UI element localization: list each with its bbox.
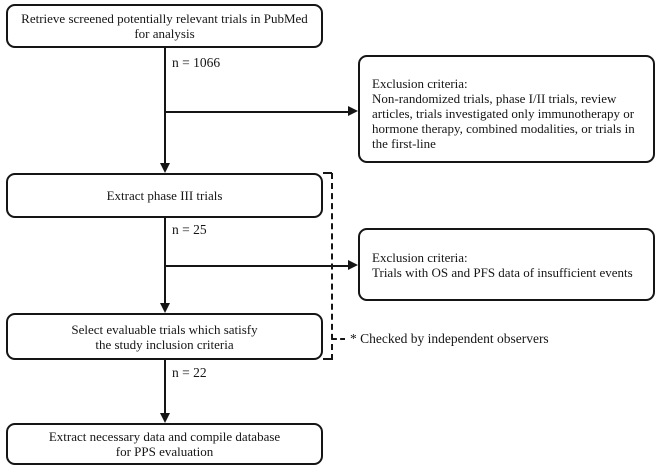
- box-exclusion-criteria-1: [358, 55, 655, 163]
- box-select-evaluable-trials-line1: Select evaluable trials which satisfy: [71, 321, 258, 337]
- dashed-bracket-top: [323, 172, 332, 174]
- box-retrieve-trials-line2: for analysis: [134, 26, 195, 41]
- dashed-bracket-vertical: [331, 173, 333, 360]
- branch-line-to-exclusion-2: [164, 265, 348, 267]
- count-label-n22: n = 22: [172, 365, 207, 380]
- arrowhead-down-icon: [160, 413, 170, 423]
- exclusion-1-line5: the first-line: [372, 136, 436, 151]
- box-retrieve-trials: [6, 4, 323, 48]
- flow-line-retrieve-to-phase3: [164, 48, 166, 163]
- exclusion-1-line3: articles, trials investigated only immunotherapy or: [372, 106, 635, 121]
- note-tick-dash: [332, 338, 345, 340]
- box-extract-data-compile: [6, 423, 323, 465]
- flow-line-select-to-extract-data: [164, 360, 166, 413]
- count-label-n1066: n = 1066: [172, 55, 221, 70]
- arrowhead-down-icon: [160, 163, 170, 173]
- box-extract-data-compile-line2: for PPS evaluation: [115, 444, 214, 459]
- exclusion-1-line4: hormone therapy, combined modalities, or trials in: [372, 121, 635, 136]
- box-extract-phase3-trials: [6, 173, 323, 218]
- box-extract-phase3-trials-line1: Extract phase III trials: [106, 188, 223, 203]
- arrowhead-down-icon: [160, 303, 170, 313]
- box-retrieve-trials-line1: Retrieve screened potentially relevant trials in PubMed: [21, 11, 308, 26]
- box-extract-data-compile-line1: Extract necessary data and compile database: [48, 429, 281, 444]
- exclusion-2-line2: Trials with OS and PFS data of insufficient events: [372, 264, 633, 280]
- exclusion-1-title: Exclusion criteria:: [372, 76, 468, 91]
- exclusion-2-title: Exclusion criteria:: [372, 249, 468, 265]
- box-select-evaluable-trials-line2: the study inclusion criteria: [95, 336, 234, 352]
- box-exclusion-criteria-2: [358, 228, 655, 301]
- arrowhead-right-icon: [348, 106, 358, 116]
- branch-line-to-exclusion-1: [164, 111, 348, 113]
- count-label-n25: n = 25: [172, 222, 207, 237]
- flow-line-phase3-to-select: [164, 218, 166, 303]
- arrowhead-right-icon: [348, 260, 358, 270]
- dashed-bracket-bottom: [323, 358, 332, 360]
- exclusion-1-line2: Non-randomized trials, phase I/II trials, review: [372, 91, 617, 106]
- checked-by-observers-note: * Checked by independent observers: [350, 331, 549, 346]
- box-select-evaluable-trials: [6, 313, 323, 360]
